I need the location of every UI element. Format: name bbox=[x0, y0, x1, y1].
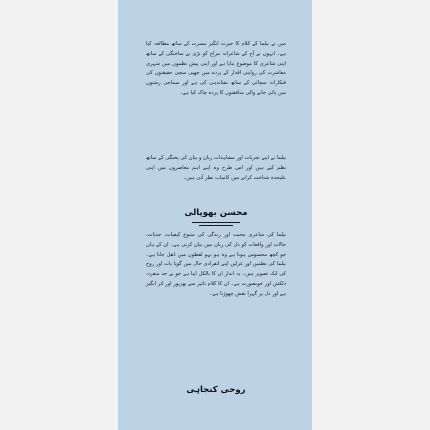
signature-2: روحی کنجاہی bbox=[186, 385, 246, 395]
signature-underline-1 bbox=[192, 222, 240, 223]
book-page bbox=[118, 0, 312, 430]
signature-underline-2 bbox=[199, 225, 233, 226]
signature-1: محسن بھوپالی bbox=[184, 208, 248, 218]
paragraph-1: میں نے نیلما کے کلام کا حیرت انگیز مسرت کے ساتھ مطالعہ کیا ہے۔ انہوں نے آج کے شاعرانہ مزاج کو بڑی بے ساختگی کے ساتھ اپنی شاعری کا موضوع بنایا ہے اور اپنی پیش نظموں میں شہری معاشرت کی روایتی اقدار کے پردے میں چھپی سچی حقیقتوں کی فنکارانہ سچائی کے ساتھ نشاندہی کی ہے اور سماجی رشتوں میں پائی جانے والی منافقتوں کا پردہ چاک کیا ہے۔ bbox=[146, 41, 286, 96]
paragraph-3: نیلما کی شاعری محبت اور زندگی کی متنوع کیفیات، جذبات، حالات اور واقعات کو دل کی زبان میں بیان کرتی ہے۔ ان کے ہاں جو کچھ محسوس ہوتا ہے وہ ہو بہو لفظوں میں ڈھل جاتا ہے۔ نیلما کی نظمیں اور غزلیں اپنے انفرادی حال میں گویا بات اور روح کی ایک تصویر ہیں۔ یہ انداز ان کا بالکل اپنا ہے جو بے حد منفرد، دلکش اور خوبصورت ہے۔ ان کا کلام تاثیر سے بھرپور اور اثر انگیز ہے اور دل پر گہرا نقش چھوڑتا ہے۔ bbox=[146, 232, 286, 297]
paragraph-2: نیلما نے اپنے تجربات اور مشاہدات زبان و بیان کی پختگی کے ساتھ نظم کیے ہیں اور اس طرح وہ اپنے اہم معاصروں میں اپنی علیحدہ شناخت کرانے میں کامیاب نظر آتی ہیں۔ bbox=[146, 155, 286, 181]
